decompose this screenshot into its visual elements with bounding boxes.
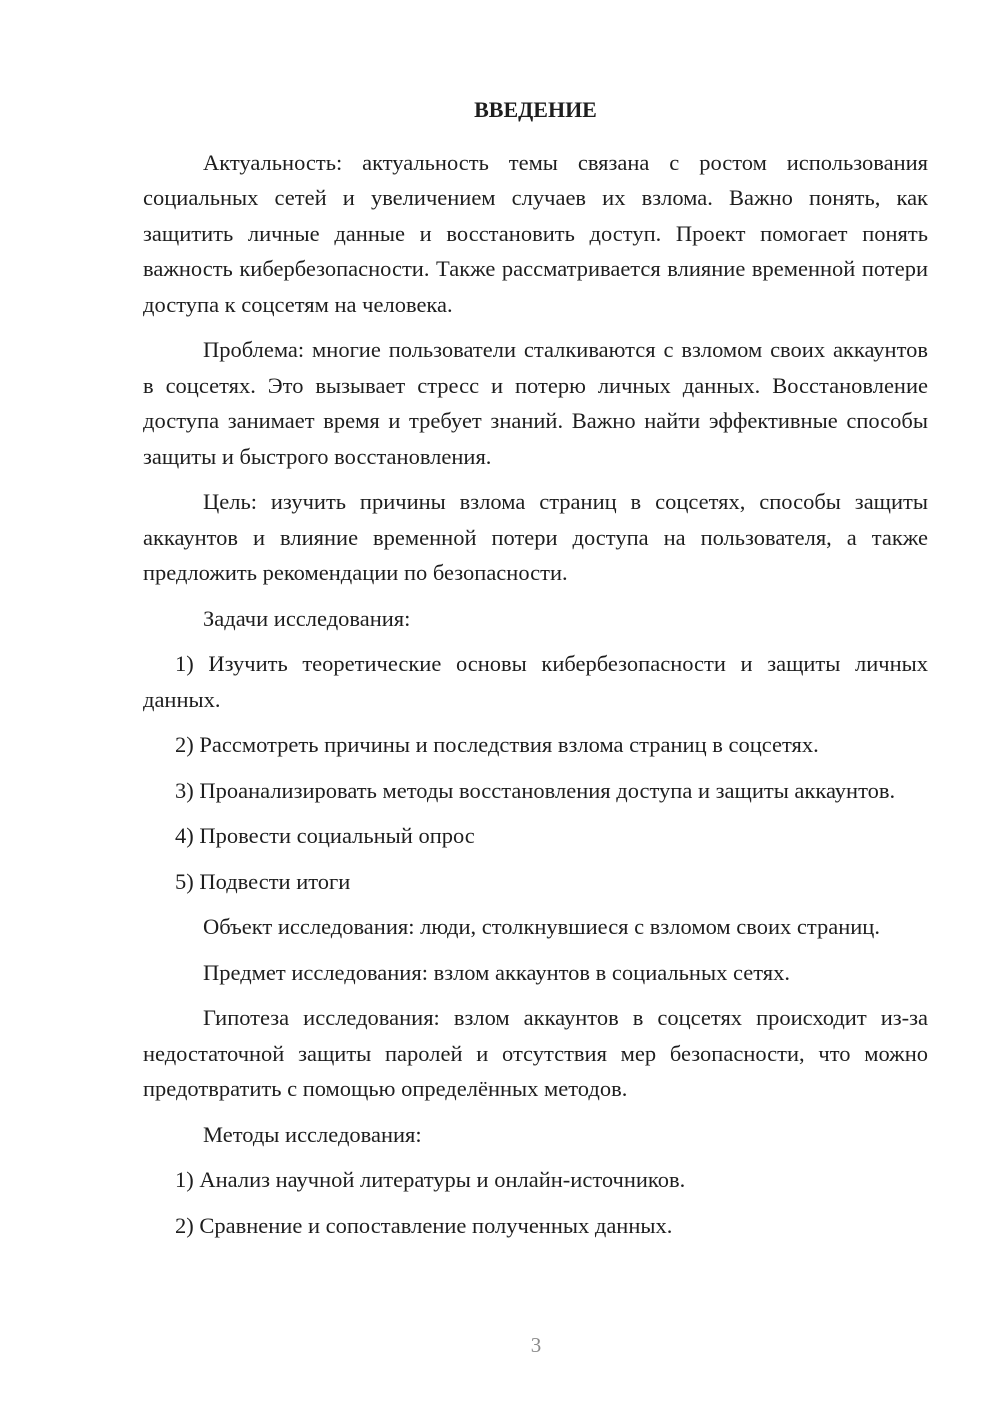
paragraph-relevance: Актуальность: актуальность темы связана с ростом использования социальных сетей и увеличением случаев их взлома. Важно понять, как защитить личные данные и восстановить доступ. Проект помогает понять важность кибербезопасности. Также рассматривается влияние временной потери доступа к соцсетям на человека. bbox=[143, 149, 928, 317]
list-item-task-2: 2) Рассмотреть причины и последствия взлома страниц в соцсетях. bbox=[175, 732, 819, 757]
paragraph-goal: Цель: изучить причины взлома страниц в соцсетях, способы защиты аккаунтов и влияние временной потери доступа на пользователя, а также предложить рекомендации по безопасности. bbox=[143, 489, 928, 585]
paragraph-problem: Проблема: многие пользователи сталкиваются с взломом своих аккаунтов в соцсетях. Это вызывает стресс и потерю личных данных. Восстановление доступа занимает время и требует знаний. Важно найти эффективные способы защиты и быстрого восстановления. bbox=[143, 337, 928, 469]
list-item-method-1: 1) Анализ научной литературы и онлайн-источников. bbox=[175, 1167, 686, 1192]
page-content bbox=[143, 92, 928, 1253]
page-number: 3 bbox=[530, 1333, 542, 1357]
list-item-method-2: 2) Сравнение и сопоставление полученных данных. bbox=[175, 1212, 673, 1238]
paragraph-tasks-title: Задачи исследования: bbox=[203, 605, 411, 631]
list-item-task-3: 3) Проанализировать методы восстановления доступа и защиты аккаунтов. bbox=[175, 777, 896, 803]
section-heading: ВВЕДЕНИЕ bbox=[474, 97, 597, 122]
paragraph-methods-title: Методы исследования: bbox=[203, 1121, 422, 1147]
paragraph-object: Объект исследования: люди, столкнувшиеся с взломом своих страниц. bbox=[203, 914, 880, 939]
list-item-task-5: 5) Подвести итоги bbox=[175, 868, 351, 894]
paragraph-subject: Предмет исследования: взлом аккаунтов в социальных сетях. bbox=[203, 959, 790, 985]
paragraph-hypothesis: Гипотеза исследования: взлом аккаунтов в соцсетях происходит из-за недостаточной защиты паролей и отсутствия мер безопасности, что можно предотвратить с помощью определённых методов. bbox=[143, 1005, 928, 1101]
list-item-task-4: 4) Провести социальный опрос bbox=[175, 823, 475, 848]
list-item-task-1: 1) Изучить теоретические основы кибербезопасности и защиты личных данных. bbox=[143, 651, 928, 712]
